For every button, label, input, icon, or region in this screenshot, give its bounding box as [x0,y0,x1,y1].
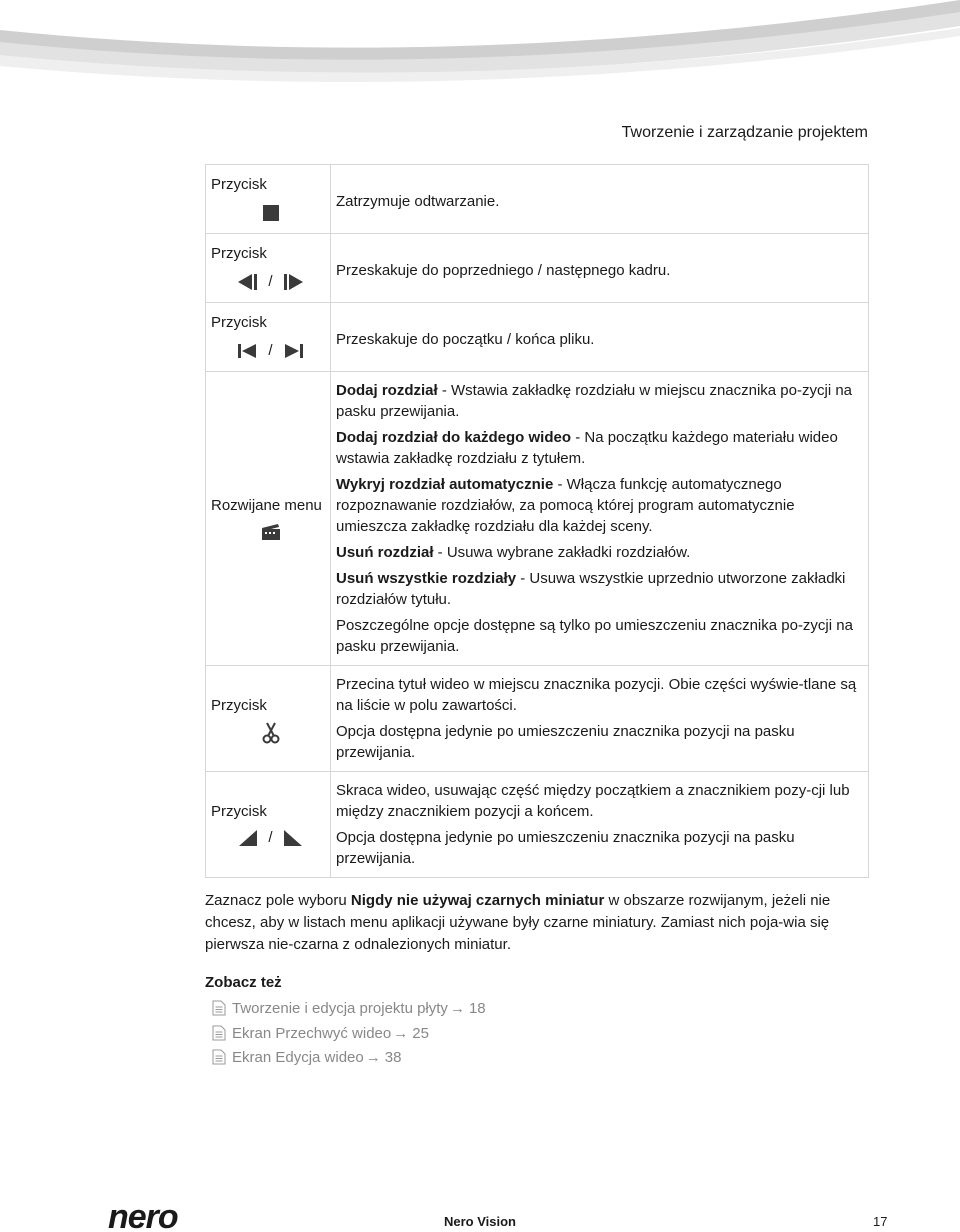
option-name: Usuń rozdział [336,544,434,561]
menu-option [336,474,858,537]
control-icons [211,272,330,292]
control-label: Rozwijane menu [211,496,322,514]
logo-wordmark: nero [108,1202,178,1232]
control-cell [206,772,331,878]
see-also-link[interactable] [212,1047,486,1072]
skip-to-start-icon [236,342,258,360]
control-icons [211,722,330,742]
control-cell [206,303,331,372]
link-page: 25 [412,1024,429,1042]
skip-to-end-icon [283,342,305,360]
menu-option [336,380,858,422]
table-row [206,165,869,234]
control-label: Przycisk [211,314,267,331]
control-cell [206,234,331,303]
description-text: Przeskakuje do początku / końca pliku. [336,331,595,348]
description-text: Zatrzymuje odtwarzanie. [336,193,500,210]
control-icons [211,341,330,361]
document-icon [212,1000,226,1016]
menu-note [336,615,858,657]
icon-separator: / [268,342,273,360]
option-name: Wykryj rozdział automatycznie [336,476,554,493]
table-row [206,666,869,772]
see-also-heading: Zobacz też [205,974,282,991]
running-header: Tworzenie i zarządzanie projektem [621,124,868,141]
control-icons [211,522,330,542]
table-row [206,303,869,372]
control-icons [211,203,330,223]
link-text: Ekran Przechwyć wideo [232,1024,392,1042]
description-cell [331,165,869,234]
document-icon [212,1025,226,1041]
see-also-link[interactable] [212,998,486,1023]
option-name: Usuń wszystkie rozdziały [336,570,517,587]
control-cell [206,165,331,234]
chapter-menu-icon [261,523,281,541]
description-cell [331,666,869,772]
next-frame-icon [283,273,305,291]
header-swoosh-decoration [0,0,960,100]
document-icon [212,1049,226,1065]
control-label: Przycisk [211,802,267,820]
option-description: - Wstawia zakładkę rozdziału w miejscu znacznika po-zycji na pasku przewijania. [336,382,853,420]
control-label: Przycisk [211,176,267,193]
link-page: 18 [468,1000,486,1017]
description-text: Opcja dostępna jedynie po umieszczeniu znacznika pozycji na pasku przewijania. [336,723,795,761]
link-text: Ekran Edycja wideo [232,1049,364,1066]
table-row [206,372,869,666]
see-also-link[interactable] [212,1023,486,1048]
scissors-icon [261,722,281,744]
paragraph-text-after: w obszarze rozwijanym, jeżeli nie chcesz, aby w listach menu aplikacji używane były czarne miniatury. Zamiast nich poja-wia się pierwsza nie-czarna z odnalezionych miniatur. [205,892,831,953]
page-number: 17 [873,1214,888,1229]
footer-product-name: Nero Vision [444,1214,517,1229]
description-paragraph [336,780,858,822]
control-cell [206,372,331,666]
arrow-icon: → [393,1024,409,1042]
arrow-icon: → [449,1000,465,1017]
arrow-icon: → [365,1049,381,1066]
description-paragraph [336,721,858,763]
description-cell [331,234,869,303]
description-paragraph [336,827,858,869]
icon-separator: / [268,828,273,846]
description-paragraph [336,674,858,716]
table-row [206,234,869,303]
description-text: Opcja dostępna jedynie po umieszczeniu znacznika pozycji na pasku przewijania. [336,829,795,867]
note-text: Poszczególne opcje dostępne są tylko po umieszczeniu znacznika po-zycji na pasku przewijania. [336,617,853,655]
control-icons [211,828,330,848]
description-cell [331,772,869,878]
stop-icon [262,204,280,222]
option-description: - Włącza funkcję automatycznego rozpoznawanie rozdziałów, za pomocą której program automatycznie umieszcza zakładkę rozdziału dla każdej sceny. [336,476,795,535]
option-name: Dodaj rozdział [336,382,438,399]
description-text: Przeskakuje do poprzedniego / następnego kadru. [336,262,671,279]
body-paragraph [205,890,869,956]
description-cell [331,372,869,666]
checkbox-option-name: Nigdy nie używaj czarnych miniatur [350,892,605,909]
icon-separator: / [268,273,273,291]
link-text: Tworzenie i edycja projektu płyty [232,1000,448,1017]
table-row [206,772,869,878]
description-text: Skraca wideo, usuwając część między początkiem a znacznikiem pozy-cji lub między znacznikiem pozycji a końcem. [336,782,850,820]
menu-option [336,542,858,563]
menu-option [336,568,858,610]
menu-option [336,427,858,469]
description-text: Przecina tytuł wideo w miejscu znacznika pozycji. Obie części wyświe-tlane są na liście w polu zawartości. [336,676,857,714]
control-cell [206,666,331,772]
button-reference-table [205,164,869,878]
previous-frame-icon [236,273,258,291]
control-label: Przycisk [211,696,267,714]
description-cell [331,303,869,372]
option-description: - Usuwa wybrane zakładki rozdziałów. [433,544,691,561]
option-description: - Usuwa wszystkie uprzednio utworzone zakładki rozdziałów tytułu. [336,570,846,608]
option-description: - Na początku każdego materiału wideo wstawia zakładkę rozdziału z tytułem. [336,429,838,467]
control-label: Przycisk [211,245,267,262]
option-name: Dodaj rozdział do każdego wideo [336,429,572,446]
link-page: 38 [384,1049,402,1066]
see-also-list [212,998,486,1072]
nero-logo [108,1202,212,1232]
trim-start-icon [238,829,258,847]
trim-end-icon [283,829,303,847]
paragraph-text-before: Zaznacz pole wyboru [205,892,351,909]
